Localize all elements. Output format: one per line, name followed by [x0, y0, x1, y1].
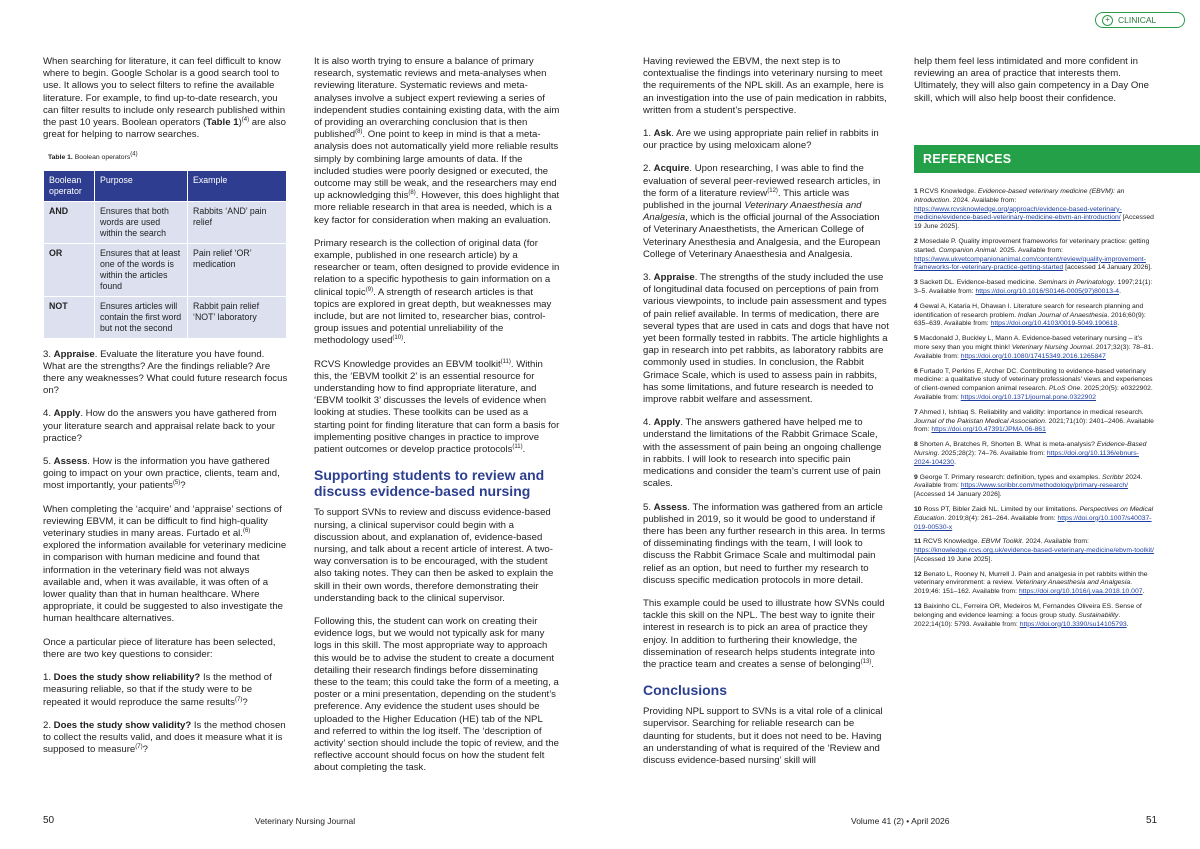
- reference-source: Sustainability: [1078, 611, 1119, 619]
- reference-number: 2: [914, 237, 918, 245]
- plus-circle-icon: +: [1102, 15, 1113, 26]
- paragraph: This example could be used to illustrate how SVNs could tackle this skill on the NPL. The best way to ignite their interest in research is to pick an area of practice they enjoy. In addition to furthering their knowledge, the dissemination of research helps students integrate into the practice team and creates a sense of belonging$^{(13)}$.: [643, 597, 885, 670]
- section-heading: Supporting students to review and discuss evidence-based nursing: [314, 467, 545, 500]
- table-caption: Table 1. Boolean operators$^{(4)}$: [48, 152, 138, 162]
- reference-link[interactable]: https://doi.org/10.1016/S0146-0005(97)80013-4: [975, 287, 1120, 295]
- reference-link[interactable]: https://doi.org/10.1136/ebnurs-2024-104230: [914, 449, 1139, 466]
- reference-link[interactable]: https://doi.org/10.4103/0019-5049.190618: [990, 320, 1118, 328]
- table-header: Purpose: [95, 170, 188, 201]
- reference-source: Evidence-Based Nursing: [914, 441, 1147, 457]
- issue-info: Volume 41 (2) • April 2026: [851, 816, 950, 826]
- paragraph: RCVS Knowledge provides an EBVM toolkit$^{(11)}$. Within this, the ‘EBVM toolkit 2’ is an essential resource for understanding how to find appropriate literature, and ‘EBVM toolkit 3’ discusses the levels of evidence when looking at studies. These toolkits can be used as a starting point for finding literature that can form a basis for implementing positive changes in practice to improve patient outcomes or develop practice protocols$^{(11)}$.: [314, 358, 560, 456]
- reference-item: [914, 409, 1154, 435]
- paragraph: 4. Apply. How do the answers you have gathered from your literature search and appraisal relate back to your practice?: [43, 408, 277, 444]
- reference-number: 13: [914, 603, 922, 611]
- column-2: [314, 56, 560, 786]
- reference-item: [914, 279, 1154, 297]
- reference-link[interactable]: https://doi.org/10.1371/journal.pone.0322902: [960, 393, 1097, 401]
- reference-text: [Accessed 14 January 2026].: [914, 491, 1002, 499]
- references-heading: REFERENCES: [914, 145, 1200, 173]
- reference-link[interactable]: https://www.rcvsknowledge.org/approach/evidence-based-veterinary-medicine/evidence-based-veterinary-medicine-ebvm-an-introduction/: [914, 205, 1122, 222]
- reference-number: 7: [914, 408, 918, 416]
- reference-link[interactable]: https://www.scribbr.com/methodology/primary-research/: [960, 482, 1129, 490]
- table-cell: Ensures that both words are used within the search: [95, 201, 188, 243]
- table-cell: Rabbit pain relief ‘NOT’ laboratory: [188, 296, 287, 338]
- table-row: [44, 296, 287, 338]
- paragraph: To support SVNs to review and discuss evidence-based nursing, a clinical supervisor could begin with a discussion about, and explanation of, evidence-based nursing, and talk about a recent article of interest. A two-way conversation is to be encouraged, with the student also taking notes. They can then be asked to explain the skill in their own words, therefore demonstrating their understanding back to the clinical supervisor.: [314, 507, 554, 604]
- table-cell: OR: [44, 243, 95, 296]
- reference-text: Ross PT, Bibler Zaidi NL. Limited by our limitations.: [921, 505, 1080, 513]
- table-header: Example: [188, 170, 287, 201]
- paragraph: 1. Does the study show reliability? Is the method of measuring reliable, so that if the study were to be repeated it would reproduce the same results$^{(7)}$?: [43, 672, 272, 708]
- paragraph: help them feel less intimidated and more confident in reviewing an area of practice that interests them. Ultimately, they will also gain competency in a Day One skill, which will also help boost their confidence.: [914, 56, 1149, 104]
- reference-text: . 2024. Available from:: [1021, 538, 1089, 546]
- reference-source: EBVM Toolkit: [981, 538, 1022, 546]
- paragraph: Primary research is the collection of original data (for example, published in one research article) by a researcher or team, often designed to provide evidence in relation to a specific hypothesis to gain information on a clinical topic$^{(9)}$. A strength of research articles is that topics are explored in great depth, but weaknesses may include, but are not limited to, researcher bias, control-group issues and potential unreliability of the methodology used$^{(10)}$.: [314, 237, 560, 347]
- reference-text: Ahmed I, Ishtiaq S. Reliability and validity: importance in medical research.: [917, 408, 1144, 416]
- reference-number: 4: [914, 302, 918, 310]
- table-cell: AND: [44, 201, 95, 243]
- reference-text: . 2016;60(9): 635–639. Available from:: [914, 311, 1146, 328]
- reference-text: . 2019;8(4): 261–264. Available from:: [944, 514, 1058, 522]
- reference-number: 9: [914, 473, 918, 481]
- paragraph: Providing NPL support to SVNs is a vital role of a clinical supervisor. Searching for reliable research can be daunting for students, but it does not need to be. Having an understanding of what is required of the ‘Review and discuss evidence-based nursing’ skill will: [643, 706, 883, 766]
- reference-text: .: [1117, 320, 1120, 328]
- reference-text: .: [1126, 620, 1129, 628]
- reference-text: Shorten A, Bratches R, Shorten B. What is meta-analysis?: [917, 441, 1097, 449]
- reference-text: Gewal A, Kataria H, Dhawan I. Literature search for research planning and identification of research problem.: [914, 302, 1144, 319]
- reference-item: [914, 474, 1154, 500]
- table-header-row: [44, 170, 287, 201]
- column-1: [43, 56, 289, 767]
- reference-number: 11: [914, 538, 922, 546]
- reference-number: 1: [914, 188, 918, 195]
- paragraph: 4. Apply. The answers gathered have helped me to understand the limitations of the Rabbit Grimace Scale, with the assessment of pain being an ongoing challenge in rabbits. I will look to research into specific pain medications and consider the team’s current use of pain scales.: [643, 417, 882, 490]
- column-4: [914, 56, 1160, 116]
- paragraph: When searching for literature, it can feel difficult to know where to begin. Google Scholar is a good search tool to use. It allows you to select filters to refine the available literature. For example, to find up-to-date research, you can filter results to include only research published within the past 10 years. Boolean operators (Table 1)$^{(4)}$ are also great for helping to narrow searches.: [43, 56, 286, 141]
- reference-number: 3: [914, 279, 918, 287]
- reference-text: RCVS Knowledge.: [921, 538, 982, 546]
- reference-item: [914, 238, 1154, 273]
- reference-link[interactable]: https://knowledge.rcvs.org.uk/evidence-based-veterinary-medicine/ebvm-toolkit/: [914, 547, 1154, 555]
- paragraph: 3. Appraise. The strengths of the study included the use of longitudinal data focused on perceptions of pain from various viewpoints, to include pain assessment and types of pain relief available. In terms of medication, there are several types that are used in cats and dogs that have not yet been formally tested in rabbits. The article highlights a gap in research into pet rabbits, as laboratory rabbits are commonly used in studies. In conclusion, the Rabbit Grimace Scale, which is used to assess pain in rabbits, has some limitations, and future research is needed to improve rabbit welfare and assessment.: [643, 272, 889, 406]
- reference-source: Indian Journal of Anaesthesia: [1017, 311, 1108, 319]
- table-1: [43, 152, 289, 338]
- section-heading: Conclusions: [643, 682, 728, 699]
- reference-link[interactable]: https://doi.org/10.1007/s40037-019-00530-x: [914, 514, 1152, 531]
- reference-source: Seminars in Perinatology: [1038, 279, 1114, 287]
- reference-text: Benato L, Rooney N, Murrell J. Pain and analgesia in pet rabbits within the veterinary environment: a review.: [914, 570, 1148, 587]
- reference-source: Veterinary Nursing Journal: [1011, 343, 1093, 351]
- reference-source: Scribbr: [1102, 473, 1124, 481]
- boolean-operators-table: [43, 170, 287, 339]
- reference-link[interactable]: https://doi.org/10.3390/su14105793: [1019, 620, 1127, 628]
- paragraph: 5. Assess. The information was gathered from an article published in 2019, so it would be good to understand if there has been any further research in this area. In terms of disseminating findings with the team, I will look to discuss the Rabbit Grimace Scale and multimodal pain relief as an option, but need to further my research to discuss specific medication protocols in more detail.: [643, 501, 886, 586]
- journal-name: Veterinary Nursing Journal: [255, 816, 356, 826]
- table-cell: NOT: [44, 296, 95, 338]
- paragraph: 1. Ask. Are we using appropriate pain relief in rabbits in our practice by using meloxicam alone?: [643, 128, 879, 152]
- reference-text: .: [1142, 588, 1145, 596]
- section-badge: [1095, 12, 1185, 28]
- reference-text: [Accessed 19 June 2025].: [914, 214, 1154, 231]
- table-cell: Rabbits ‘AND’ pain relief: [188, 201, 287, 243]
- reference-number: 10: [914, 505, 922, 513]
- table-row: [44, 201, 287, 243]
- reference-text: . 2025;28(2): 74–76. Available from:: [937, 449, 1047, 457]
- paragraph: 3. Appraise. Evaluate the literature you have found. What are the strengths? Are the findings reliable? Are there any weaknesses? What could future research focus on?: [43, 348, 288, 397]
- paragraph: 2. Does the study show validity? Is the method chosen to collect the results valid, and does it measure what it is supposed to measure$^{(7)}$?: [43, 719, 286, 756]
- reference-text: . 2025. Available from:: [995, 246, 1063, 254]
- paragraph: Once a particular piece of literature has been selected, there are two key questions to consider:: [43, 636, 276, 660]
- reference-text: . 2025;20(5): e0322902. Available from:: [914, 385, 1153, 401]
- paragraph: Following this, the student can work on creating their evidence logs, but we would not typically ask for many logs in this skill. The most appropriate way to approach this would be to advise the student to create a document detailing their research findings before disseminating these to the team; this could take the form of a meeting, a poster or a mini presentation, depending on the student’s preference. Any evidence the student uses should be uploaded to the Higher Education (HE) tab of the NPL and referred to within the log itself. The ‘description of activity’ section should include the topic of review, and the reflective account should focus on how the student felt about completing the task.: [314, 615, 559, 774]
- reference-text: . 2019;46: 151–162. Available from:: [914, 579, 1133, 596]
- reference-number: 12: [914, 570, 922, 578]
- table-header: Boolean operator: [44, 170, 95, 201]
- reference-text: 2024. Available from:: [914, 473, 1143, 490]
- column-3: [643, 56, 889, 778]
- reference-text: Furtado T, Perkins E, Archer DC. Contributing to evidence-based veterinary medicine: a qualitative study of veterinary professionals’ views and experiences of client-owned companion animal research.: [914, 367, 1153, 393]
- table-cell: Pain relief ‘OR’ medication: [188, 243, 287, 296]
- reference-item: [914, 603, 1154, 629]
- reference-text: Sackett DL. Evidence-based medicine.: [917, 279, 1039, 287]
- reference-item: [914, 506, 1154, 532]
- reference-item: [914, 188, 1154, 232]
- reference-item: [914, 335, 1154, 361]
- paragraph: 2. Acquire. Upon researching, I was able to find the evaluation of several peer-reviewed research articles, in the form of a literature review$^{(12)}$. This article was published in the journal Veterinary Anaesthesia and Analgesia, which is the official journal of the Association of Veterinary Anaesthetists, the American College of Veterinary Anesthesia and Analgesia, and the European College of Veterinary Anaesthesia and Analgesia.: [643, 163, 881, 260]
- table-cell: Ensures articles will contain the first word but not the second: [95, 296, 188, 338]
- reference-text: [accessed 14 January 2026].: [1063, 264, 1152, 272]
- paragraph: 5. Assess. How is the information you have gathered going to impact on your own practice, clients, team and, most importantly, your patients$^{(5)}$?: [43, 456, 280, 492]
- reference-text: . 2021;71(10): 2401–2406. Available from:: [914, 417, 1154, 434]
- reference-text: Baixinho CL, Ferreira OR, Medeiros M, Fernandes Oliveira ES. Sense of belonging and evidence learning: a focus group study.: [914, 603, 1142, 619]
- reference-text: George T. Primary research: definition, types and examples.: [917, 473, 1103, 481]
- reference-text: . 1997;21(1): 3–5. Available from:: [914, 279, 1153, 295]
- reference-number: 8: [914, 441, 918, 449]
- reference-text: RCVS Knowledge.: [917, 188, 978, 195]
- table-cell: Ensures that at least one of the words is within the articles found: [95, 243, 188, 296]
- reference-text: .: [954, 458, 956, 466]
- reference-text: Macdonald J, Buckley L, Mann A. Evidence-based veterinary nursing – it’s more sexy than you might think!: [914, 335, 1143, 351]
- reference-text: . 2024. Available from:: [949, 196, 1017, 204]
- reference-source: Companion Animal: [938, 246, 996, 254]
- reference-source: Veterinary Anaesthesia and Analgesia: [1015, 579, 1131, 587]
- badge-label: CLINICAL: [1118, 15, 1157, 25]
- reference-item: [914, 441, 1154, 467]
- reference-text: .: [1119, 287, 1121, 295]
- paragraph: It is also worth trying to ensure a balance of primary research, systematic reviews and meta-analyses when reviewing literature. Systematic reviews and meta-analyses involve a subject expert reviewing a series of independent studies containing existing data, with the aim of providing an overarching conclusion that is then published$^{(8)}$. One point to keep in mind is that a meta-analysis does not automatically yield more reliable results simply by combining large amounts of data. If the included studies were poorly designed or executed, the outcome may still be weak, and the researchers may end up acknowledging this$^{(8)}$. However, this does highlight that more reliable research in that area is needed, which is a key factor for consideration when making an evaluation.: [314, 56, 560, 226]
- paragraph: Having reviewed the EBVM, the next step is to contextualise the findings into veterinary nursing to meet the requirements of the NPL skill. As an example, here is an investigation into the use of pain medication in rabbits, written from a student’s perspective.: [643, 56, 887, 116]
- reference-source: Evidence-based veterinary medicine (EBVM): an introduction: [914, 188, 1125, 204]
- reference-source: PLoS One: [1048, 385, 1081, 393]
- reference-link[interactable]: https://doi.org/10.47391/JPMA.06-861: [931, 426, 1046, 434]
- reference-link[interactable]: https://doi.org/10.1016/j.vaa.2018.10.007: [1018, 588, 1143, 596]
- reference-text: [Accessed 19 June 2025].: [914, 555, 993, 563]
- reference-item: [914, 368, 1154, 403]
- references-list: [914, 188, 1154, 635]
- reference-item: [914, 303, 1154, 329]
- reference-text: . 2017;32(3): 78–81. Available from:: [914, 343, 1154, 360]
- reference-number: 5: [914, 335, 918, 343]
- table-row: [44, 243, 287, 296]
- reference-source: Perspectives on Medical Education: [914, 505, 1154, 522]
- reference-text: Mosedale P. Quality improvement frameworks for veterinary practice: getting started.: [914, 237, 1150, 254]
- reference-item: [914, 571, 1154, 597]
- reference-link[interactable]: https://doi.org/10.1080/17415349.2016.1265847: [960, 352, 1106, 360]
- reference-source: Journal of the Pakistan Medical Association: [914, 417, 1045, 425]
- reference-item: [914, 538, 1154, 564]
- reference-text: . 2022;14(10): 5793. Available from:: [914, 611, 1121, 628]
- paragraph: When completing the ‘acquire’ and ‘appraise’ sections of reviewing EBVM, it can be difficult to find high-quality veterinary studies in many areas. Furtado et al.$^{(6)}$ explored the information available for veterinary medicine in comparison with human medicine and found that information in the veterinary field was not always available and, when it was available, it was often of a lower quality than that in human healthcare. Where appropriate, it could be suggested to also investigate the human healthcare alternatives.: [43, 503, 287, 625]
- page-number-right: 51: [1146, 815, 1158, 826]
- reference-number: 6: [914, 367, 918, 375]
- reference-link[interactable]: https://www.ukvetcompanionanimal.com/content/review/quality-improvement-frameworks-for-veterinary-practice-getting-started: [914, 255, 1146, 272]
- page-number-left: 50: [43, 815, 55, 826]
